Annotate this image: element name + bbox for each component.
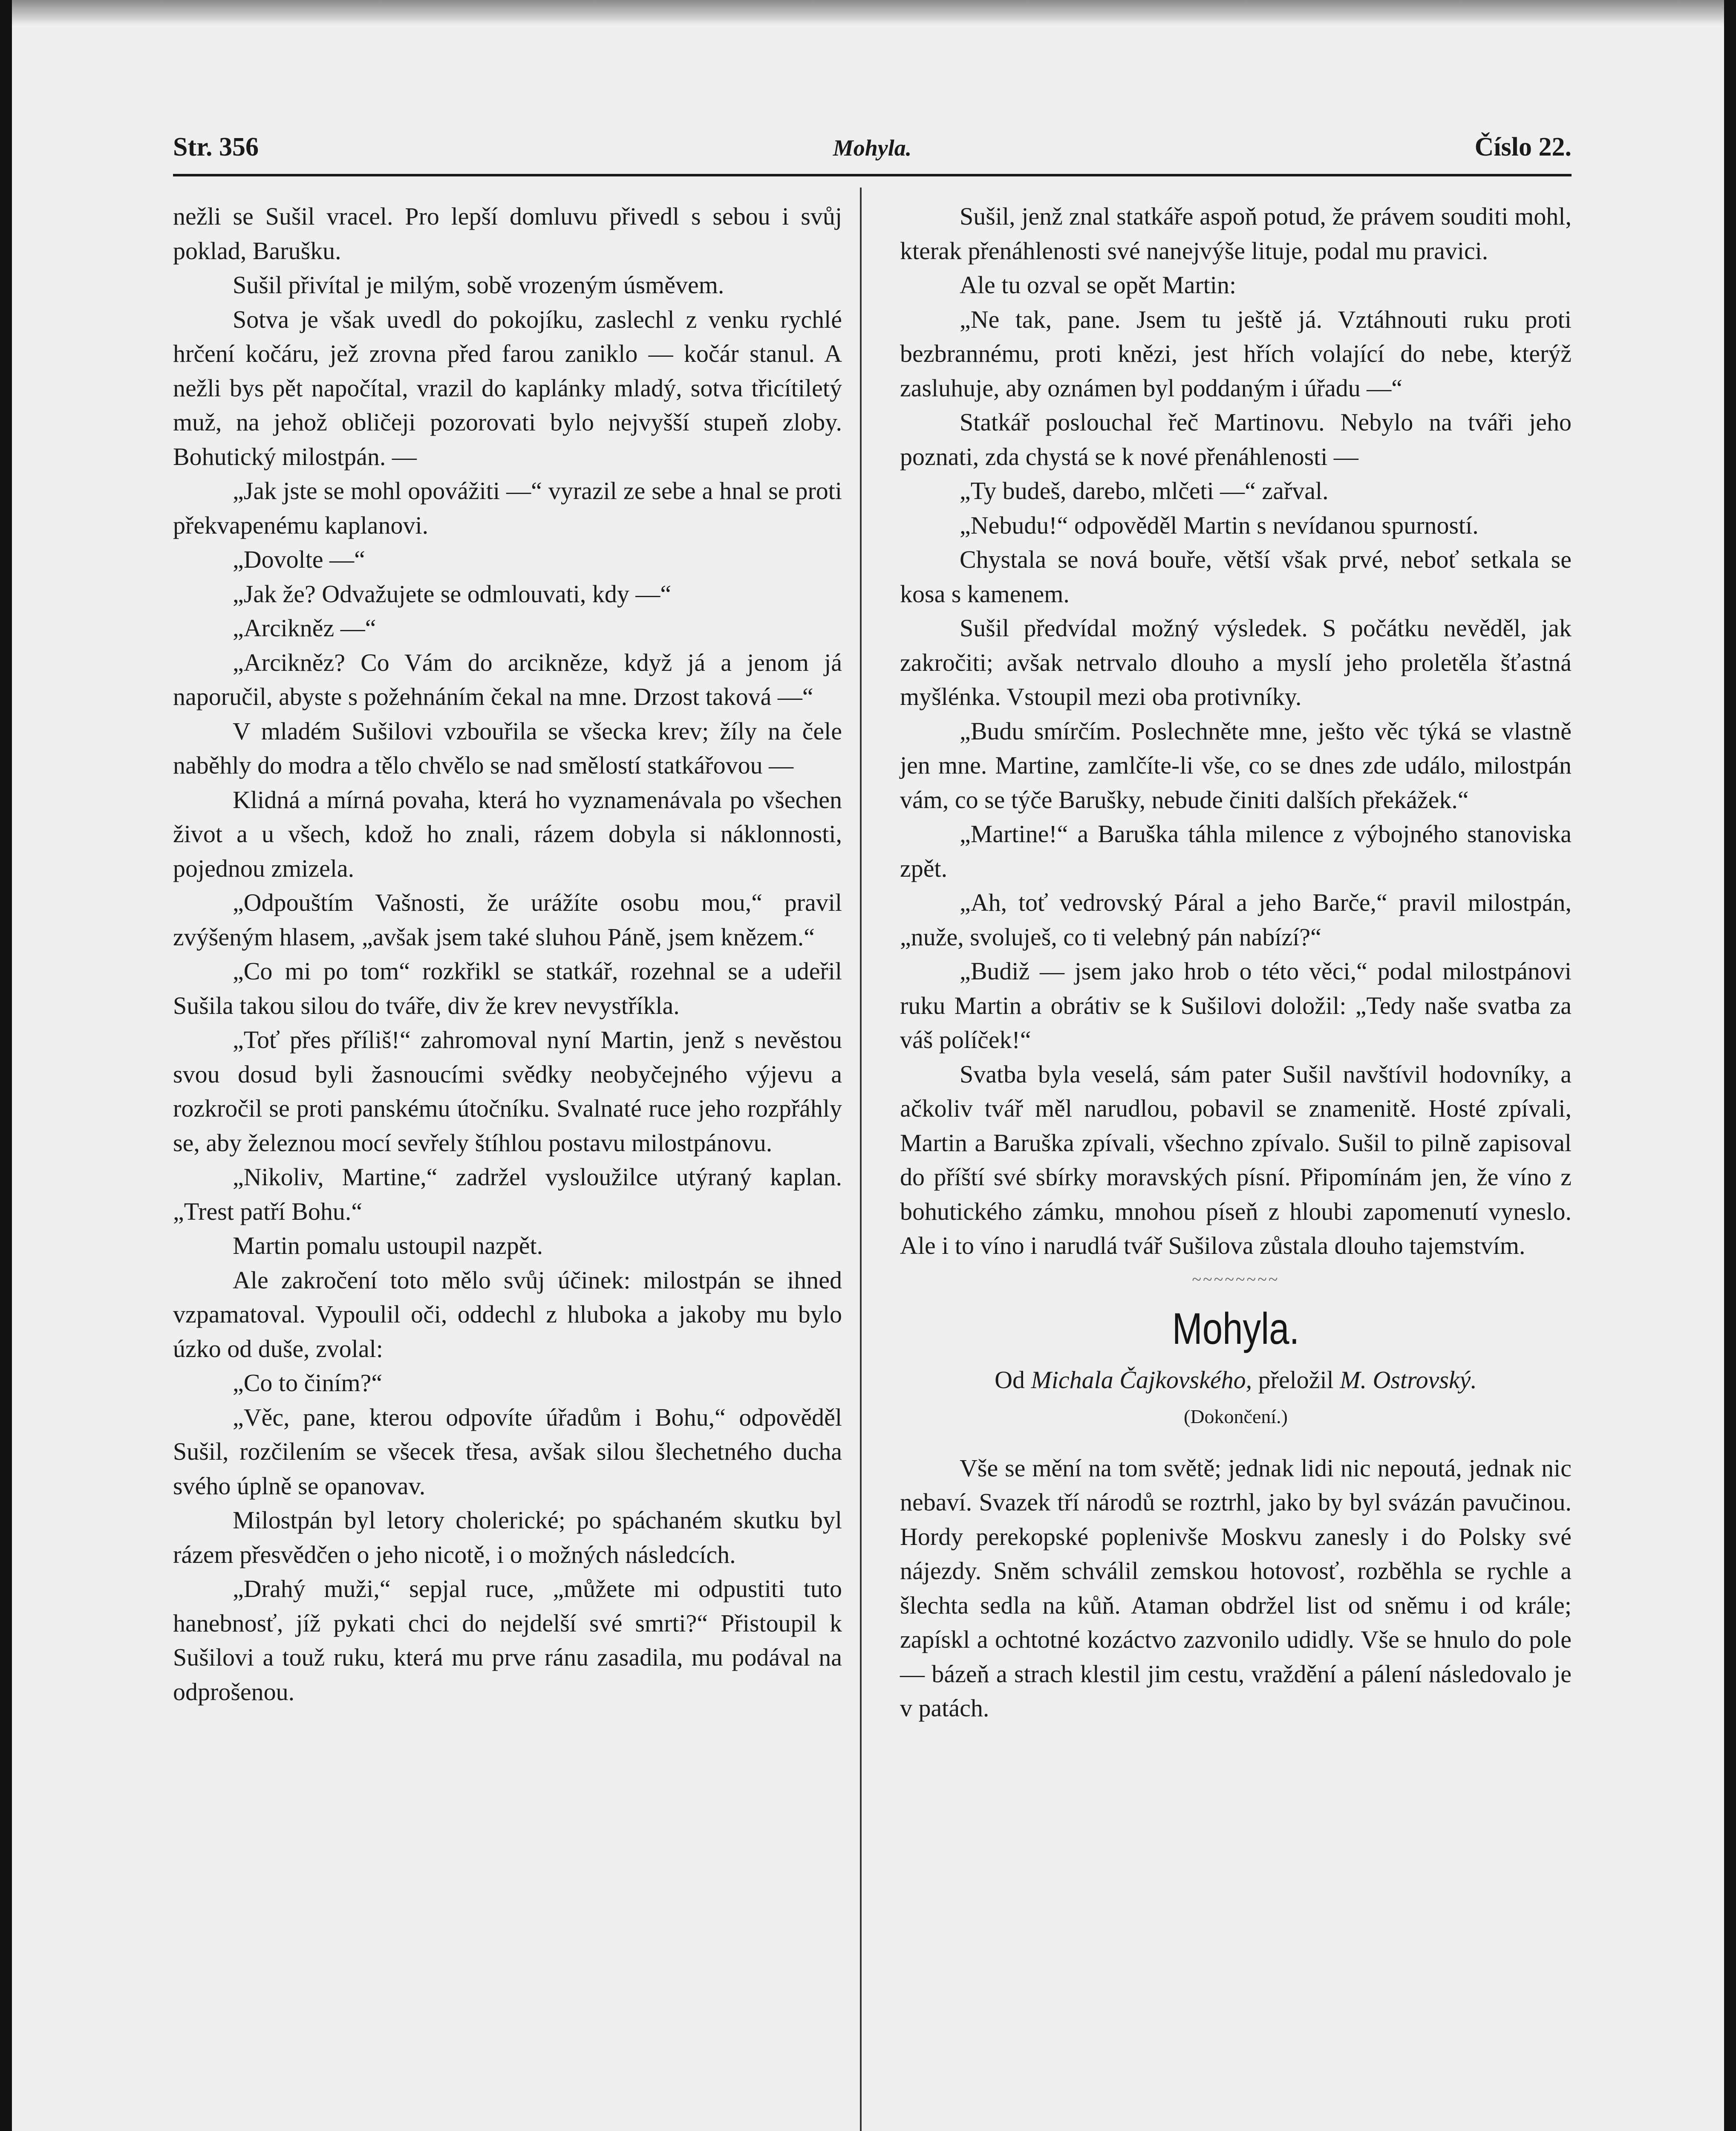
running-title: Mohyla. [833,135,912,161]
paragraph: Sušil přivítal je milým, sobě vrozeným úsměvem. [233,271,724,299]
paragraph: Sušil, jenž znal statkáře aspoň potud, že právem souditi mohl, kterak přenáhlenosti své nanejvýše lituje, podal mu pravici. [900,202,1572,265]
left-column [173,199,842,1709]
paragraph: „Jak jste se mohl opovážiti —“ vyrazil ze sebe a hnal se proti překvapenému kaplanovi. [173,477,842,539]
paragraph: „Drahý muži,“ sepjal ruce, „můžete mi odpustiti tuto hanebnosť, jíž pykati chci do nejdelší své smrti?“ Přistoupil k Sušilovi a touž ruku, která mu prve ránu zasadila, mu podával na odprošenou. [173,1575,842,1706]
column-divider [860,188,862,2131]
article-title: Mohyla. [1172,1304,1300,1354]
paragraph: Ale tu ozval se opět Martin: [960,271,1237,299]
paragraph: „Budiž — jsem jako hrob o této věci,“ podal milostpánovi ruku Martin a obrátiv se k Sušilovi doložil: „Tedy naše svatba za váš políček!“ [900,957,1572,1054]
paragraph: Martin pomalu ustoupil nazpět. [233,1232,543,1259]
paragraph: „Nikoliv, Martine,“ zadržel vysloužilce utýraný kaplan. „Trest patří Bohu.“ [173,1163,842,1225]
scan-edge-shadow [12,0,1724,26]
header-rule [173,174,1572,176]
paragraph: „Arcikněz? Co Vám do arcikněze, když já a jenom já naporučil, abyste s požehnáním čekal na mne. Drzost taková —“ [173,648,842,710]
translator-prefix: přeložil [1258,1366,1334,1394]
paragraph: Klidná a mírná povaha, která ho vyznamenávala po všechen život a u všech, kdož ho znali, rázem dobyla si náklonnosti, pojednou zmizela. [173,785,842,882]
paragraph: Vše se mění na tom světě; jednak lidi nic nepoutá, jednak nic nebaví. Svazek tří národů se roztrhl, jako by byl svázán pavučinou. Hordy perekopské poplenivše Moskvu zanesly i do Polsky své nájezdy. Sněm schválil zemskou hotovosť, rozběhla se rychle a šlechta sedla na kůň. Ataman obdržel list od sněmu i od krále; zapískl a ochtotné kozáctvo zazvonilo udidly. Vše se hnulo do pole — bázeň a strach klestil jim cestu, vraždění a pálení následovalo je v patách. [900,1454,1572,1722]
byline-prefix: Od [995,1366,1025,1394]
byline [900,1363,1572,1398]
issue-number: Číslo 22. [1474,133,1572,162]
paragraph: „Ah, toť vedrovský Páral a jeho Barče,“ pravil milostpán, „nuže, svoluješ, co ti velebný pán nabízí?“ [900,889,1572,951]
paragraph: „Arcikněz —“ [233,614,376,642]
paragraph: „Martine!“ a Baruška táhla milence z výbojného stanoviska zpět. [900,820,1572,882]
paragraph: Svatba byla veselá, sám pater Sušil navštívil hodovníky, a ačkoliv tvář měl narudlou, pobavil se znamenitě. Hosté zpívali, Martin a Baruška zpívali, všechno zpívalo. Sušil to pilně zapisoval do příští své sbírky moravských písní. Připomínám jen, že víno z bohutického zámku, mnohou píseň z hloubi zapomenutí vyneslo. Ale i to víno i narudlá tvář Sušilova zůstala dlouho tajemstvím. [900,1060,1572,1259]
paragraph: „Nebudu!“ odpověděl Martin s nevídanou spurností. [960,511,1479,539]
author-name: Michala Čajkovského, [1031,1366,1252,1394]
paragraph: Chystala se nová bouře, větší však prvé, neboť setkala se kosa s kamenem. [900,546,1572,608]
paragraph: „Dovolte —“ [233,546,365,573]
paragraph: „Věc, pane, kterou odpovíte úřadům i Bohu,“ odpověděl Sušil, rozčilením se všecek třesa, avšak silou šlechetného ducha svého úplně se opanovav. [173,1403,842,1500]
continuation-note: (Dokončení.) [1184,1406,1288,1427]
running-header [173,132,1572,166]
paragraph: „Co mi po tom“ rozkřikl se statkář, rozehnal se a udeřil Sušila takou silou do tváře, div že krev nevystříkla. [173,957,842,1019]
paragraph: „Budu smírčím. Poslechněte mne, ješto věc týká se vlastně jen mne. Martine, zamlčíte-li vše, co se dnes zde událo, milostpán vám, co se týče Barušky, nebude činiti dalších překážek.“ [900,717,1572,814]
paragraph: Sotva je však uvedl do pokojíku, zaslechl z venku rychlé hrčení kočáru, jež zrovna před farou zaniklo — kočár stanul. A nežli bys pět napočítal, vrazil do kaplánky mladý, sotva třicítiletý muž, na jehož obličeji pozorovati bylo nejvyšší stupeň zloby. Bohutický milostpán. — [173,305,842,471]
paragraph: „Ty budeš, darebo, mlčeti —“ zařval. [960,477,1329,505]
paragraph: „Ne tak, pane. Jsem tu ještě já. Vztáhnouti ruku proti bezbrannému, proti knězi, jest hřích volající do nebe, kterýž zasluhuje, aby oznámen byl poddaným i úřadu —“ [900,305,1572,402]
paragraph: „Co to činím?“ [233,1369,383,1397]
paragraph: „Toť přes příliš!“ zahromoval nyní Martin, jenž s nevěstou svou dosud byli žasnoucími svědky neobyčejného výjevu a rozkročil se proti panskému útočníku. Svalnaté ruce jeho rozpřáhly se, aby železnou mocí sevřely štíhlou postavu milostpánovu. [173,1026,842,1157]
paragraph: „Jak že? Odvažujete se odmlouvati, kdy —“ [233,580,672,608]
paragraph: „Odpouštím Vašnosti, že urážíte osobu mou,“ pravil zvýšeným hlasem, „avšak jsem také sluhou Páně, jsem knězem.“ [173,889,842,951]
translator-name: M. Ostrovský. [1340,1366,1477,1394]
paragraph: Sušil předvídal možný výsledek. S počátku nevěděl, jak zakročiti; avšak netrvalo dlouho a myslí jeho proletěla šťastná myšlénka. Vstoupil mezi oba protivníky. [900,614,1572,710]
paragraph: V mladém Sušilovi vzbouřila se všecka krev; žíly na čele naběhly do modra a tělo chvělo se nad smělostí statkářovou — [173,717,842,779]
page-number: Str. 356 [173,133,259,162]
paragraph: Statkář poslouchal řeč Martinovu. Nebylo na tváři jeho poznati, zda chystá se k nové přenáhlenosti — [900,408,1572,471]
paragraph: nežli se Sušil vracel. Pro lepší domluvu přivedl s sebou i svůj poklad, Barušku. [173,202,842,265]
right-column [900,199,1572,1726]
paragraph: Ale zakročení toto mělo svůj účinek: milostpán se ihned vzpamatoval. Vypoulil oči, oddechl z hluboka a jakoby mu bylo úzko od duše, zvolal: [173,1266,842,1363]
paragraph: Milostpán byl letory cholerické; po spáchaném skutku byl rázem přesvědčen o jeho nicotě, i o možných následcích. [173,1506,842,1568]
section-separator: ~~~~~~~~ [1192,1269,1280,1289]
scanned-page [12,0,1724,2131]
